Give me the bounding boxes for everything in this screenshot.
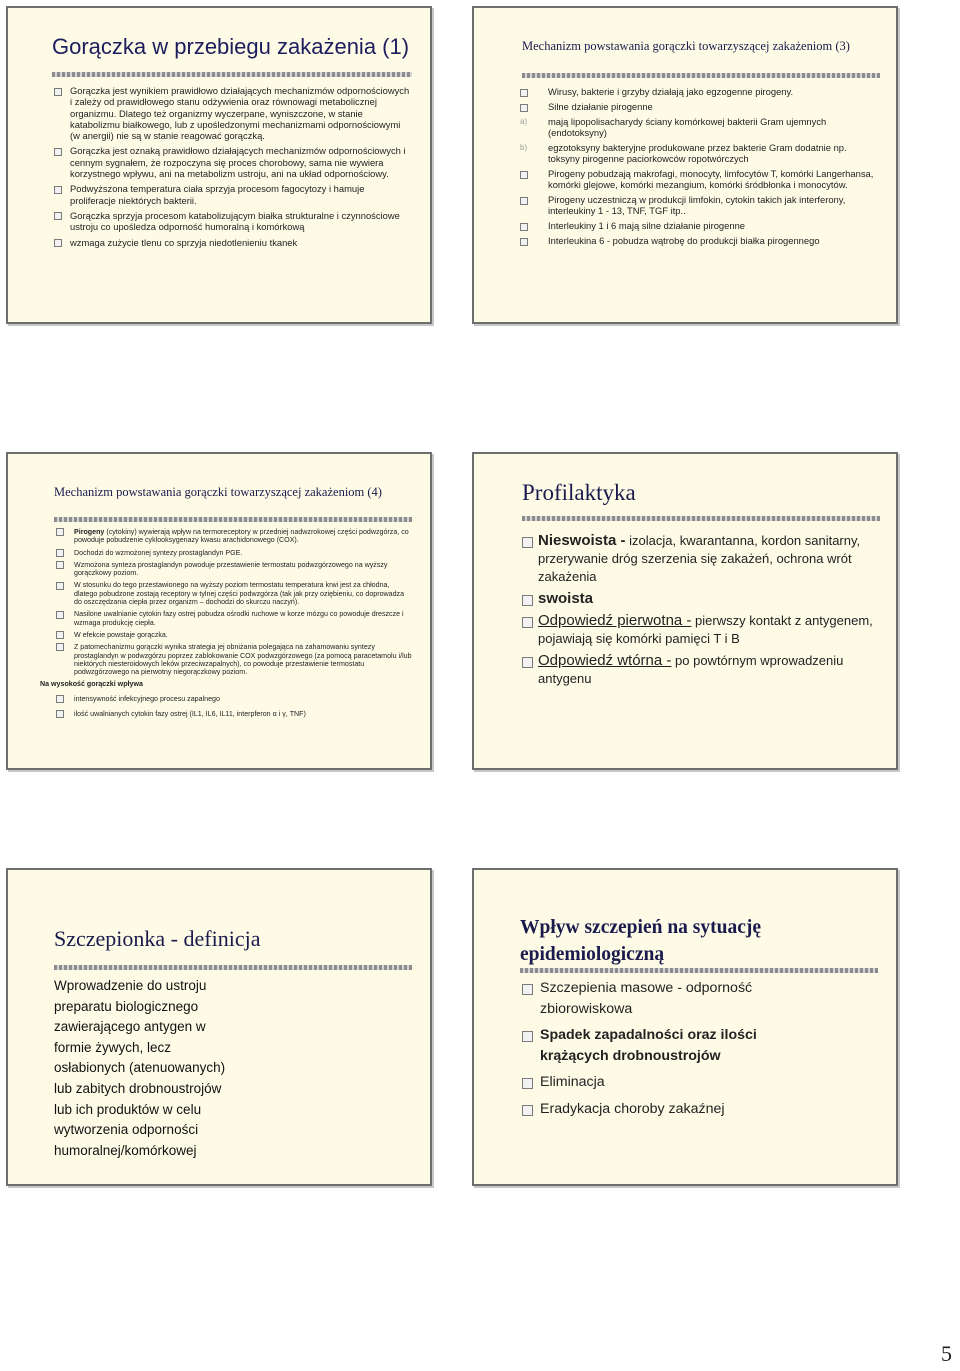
subheading: Na wysokość gorączki wpływa (40, 680, 143, 689)
bullet-icon (54, 145, 62, 156)
list-item-text: intensywność infekcyjnego procesu zapalnego (74, 694, 220, 703)
title-divider (520, 968, 878, 973)
list-item-text: (cytokiny) wywierają wpływ na termoreceptory w przedniej nadwzrokowej części podwzgórza, co powoduje pobudzenie cyklooksygenazy kwasu arachidonowego (COX). (74, 528, 409, 545)
list-item (54, 210, 410, 233)
list-item (56, 581, 412, 606)
bullet-icon (520, 235, 528, 246)
bullet-icon (520, 101, 528, 112)
list-item-text: W efekcie powstaje gorączka. (74, 630, 168, 639)
slide-mechanism-4 (6, 452, 432, 770)
title-divider (52, 72, 412, 77)
list-item (522, 1072, 822, 1093)
bullet-icon (522, 613, 533, 631)
slide-title: Szczepionka - definicja (54, 926, 261, 951)
bullet-list (522, 978, 822, 1126)
list-item (56, 643, 412, 676)
slide-title: Wpływ szczepień na sytuację epidemiologiczną (520, 917, 762, 965)
definition-text: Wprowadzenie do ustroju preparatu biologicznego zawierającego antygen w formie żywych, lecz osłabionych (atenuowanych) lub zabitych drobnoustrojów lub ich produktów w celu wytworzenia odporności humoralnej/komórkowej (54, 978, 226, 1158)
bullet-icon (56, 549, 64, 557)
slide-title: Profilaktyka (522, 480, 636, 505)
list-item-text: Dochodzi do wzmożonej syntezy prostaglandyn PGE. (74, 548, 243, 557)
list-item (522, 590, 880, 608)
list-item (56, 561, 412, 578)
bullet-icon (522, 1100, 533, 1121)
bullet-list (40, 528, 412, 725)
bullet-icon (522, 1073, 533, 1094)
list-item-text: Z patomechanizmu gorączki wynika strategia jej obniżania polegająca na zahamowaniu syntezy prostaglandyn w podwzgórzu poprzez zablokowanie COX podwzgórzowego (za pomocą paracetamolu i/lub niektórych niesteroidowych leków przeciwzapalnych), co powoduje przestawienie termostatu podwzgórzowego na pierwotny niegorączkowy poziom. (74, 643, 412, 677)
list-item-lead: Odpowiedź wtórna - (538, 652, 672, 669)
bullet-list (520, 86, 876, 250)
list-item (520, 142, 876, 164)
slide-fever-1 (6, 6, 432, 324)
bullet-icon (54, 210, 62, 221)
list-item-text: ilość uwalnianych cytokin fazy ostrej (IL1, IL6, IL11, interpferon α i γ, TNF) (74, 710, 306, 719)
list-item (520, 101, 876, 112)
list-item-text: Gorączka sprzyja procesom katabolizującym białka strukturalne i czynnościowe ustroju co upośledza odporność humoralną i komórkową (70, 209, 400, 233)
bullet-icon (520, 168, 528, 179)
bullet-icon (520, 86, 528, 97)
page-number: 5 (941, 1341, 952, 1366)
bullet-icon (520, 220, 528, 231)
bullet-icon (54, 237, 62, 248)
list-item-text: Eliminacja (540, 1074, 605, 1091)
list-item (56, 528, 412, 545)
bullet-icon (56, 528, 64, 536)
list-item-text: mają lipopolisacharydy ściany komórkowej bakterii Gram ujemnych (endotoksyny) (548, 116, 827, 138)
list-item-text: Wirusy, bakterie i grzyby działają jako egzogenne pirogeny. (548, 86, 794, 97)
list-item (520, 220, 876, 231)
bullet-icon (56, 581, 64, 589)
list-item-text: izolacja, kwarantanna, kordon sanitarny, przerywanie dróg szerzenia się zakażeń, ochrona wrót zakażenia (538, 533, 861, 584)
list-item (522, 532, 880, 586)
list-item (56, 549, 412, 557)
list-item (522, 978, 822, 1019)
list-item (56, 710, 412, 718)
list-item (520, 86, 876, 97)
slide-prophylaxis (472, 452, 898, 770)
list-marker: b) (520, 143, 528, 152)
list-item (54, 237, 410, 248)
slide-mechanism-3 (472, 6, 898, 324)
list-item-text: W stosunku do tego przestawionego na wyższy poziom termostatu temperatura krwi jest za chłodna, dlatego pobudzone zostają receptory w tylnej części podwzgórza (tak jak przy oziębieniu, co doprowadza do oszczędzania ciepła przez organizm – dochodzi do skurczu naczyń). (74, 581, 405, 607)
list-item (522, 652, 880, 688)
bullet-icon (522, 591, 533, 609)
bullet-list (54, 85, 410, 252)
list-item (54, 85, 410, 141)
bullet-icon (522, 653, 533, 671)
list-item-lead: Nieswoista - (538, 532, 626, 549)
slide-title: Gorączka w przebiegu zakażenia (1) (52, 34, 410, 59)
list-item-text: Szczepienia masowe - odporność zbiorowiskowa (540, 980, 753, 1017)
bullet-icon (522, 1026, 533, 1047)
list-item-lead: swoista (538, 590, 594, 607)
bullet-icon (56, 710, 64, 718)
list-item-text: Spadek zapadalności oraz ilości krążących drobnoustrojów (540, 1027, 757, 1064)
bullet-icon (522, 979, 533, 1000)
list-item-text: Wzmożona synteza prostaglandyn powoduje przestawienie termostatu podwzgórzowego na wyższy gorączkowy poziom. (74, 560, 388, 578)
bullet-icon (56, 695, 64, 703)
list-item-text: Pirogeny pobudzają makrofagi, monocyty, limfocytów T, komórki Langerhansa, komórki glejowe, komórki mezangium, komórki śródbłonka i monocytów. (548, 168, 874, 190)
list-item-text: egzotoksyny bakteryjne produkowane przez bakterie Gram dodatnie np. toksyny pirogenne paciorkowców ropotwórczych (548, 142, 847, 164)
list-item (56, 631, 412, 639)
slide-title: Mechanizm powstawania gorączki towarzyszącej zakażeniom (4) (54, 485, 382, 499)
list-item-text: Podwyższona temperatura ciała sprzyja procesom fagocytozy i hamuje proliferacje niektórych bakterii. (70, 183, 365, 206)
bullet-icon (520, 194, 528, 205)
bullet-icon (56, 631, 64, 639)
list-item (522, 612, 880, 648)
list-item-text: Gorączka jest wynikiem prawidłowo działających mechanizmów odpornościowych i zależy od prawidłowego stanu odżywienia oraz równowagi metabolicznej organizmu. Dlatego też organizmy wyczerpane, wyniszczone, w stanie katabolizmu białkowego, lub z upośledzonymi mechanizmami odpornościowymi (w anergii) nie są w stanie reagować gorączką. (70, 85, 410, 142)
title-divider (54, 965, 412, 970)
list-item (520, 116, 876, 138)
list-item (54, 183, 410, 206)
title-divider (522, 516, 880, 521)
list-item-text: po powtórnym wprowadzeniu antygenu (538, 653, 844, 686)
list-item-text: wzmaga zużycie tlenu co sprzyja niedotlenieniu tkanek (70, 236, 298, 248)
title-divider (54, 517, 412, 522)
bullet-icon (56, 561, 64, 569)
list-item (56, 695, 412, 703)
list-item (522, 1099, 822, 1120)
bullet-icon (56, 643, 64, 651)
list-item (520, 168, 876, 190)
list-item-lead: Pirogeny (74, 528, 105, 536)
slide-vaccine-definition (6, 868, 432, 1186)
bullet-icon (54, 85, 62, 96)
bullet-icon (54, 183, 62, 194)
list-item (56, 610, 412, 627)
list-item (520, 235, 876, 246)
list-item-lead: Odpowiedź pierwotna - (538, 612, 692, 629)
bullet-icon (56, 610, 64, 618)
list-item-text: Silne działanie pirogenne (548, 101, 653, 112)
bullet-list (522, 532, 880, 692)
list-item-text: Pirogeny uczestniczą w produkcji limfokin, cytokin takich jak interferony, interleukiny 1 - 13, TNF, TGF itp.. (548, 194, 846, 216)
slide-vaccination-impact (472, 868, 898, 1186)
bullet-icon (522, 533, 533, 551)
list-item (54, 145, 410, 179)
list-item-text: Nasilone uwalnianie cytokin fazy ostrej pobudza ośrodki ruchowe w korze mózgu co powoduje dreszcze i wzmaga produkcję ciepła. (74, 610, 404, 627)
list-item (520, 194, 876, 216)
list-item-text: pierwszy kontakt z antygenem, pojawiają się komórki pamięci T i B (538, 613, 873, 646)
list-item (522, 1025, 822, 1066)
list-item-text: Eradykacja choroby zakaźnej (540, 1100, 725, 1117)
list-item-text: Interleukiny 1 i 6 mają silne działanie pirogenne (548, 220, 745, 231)
list-marker: a) (520, 117, 528, 126)
slide-title: Mechanizm powstawania gorączki towarzyszącej zakażeniom (3) (522, 39, 850, 53)
title-divider (522, 73, 880, 78)
list-item-text: Interleukina 6 - pobudza wątrobę do produkcji białka pirogennego (548, 235, 820, 246)
list-item-text: Gorączka jest oznaką prawidłowo działających mechanizmów odpornościowych i cennym sygnałem, że rozpoczyna się proces chorobowy, sama nie wywiera korzystnego wpływu, ani na metabolizm ustroju, ani na układ odpornościowy. (70, 145, 406, 180)
